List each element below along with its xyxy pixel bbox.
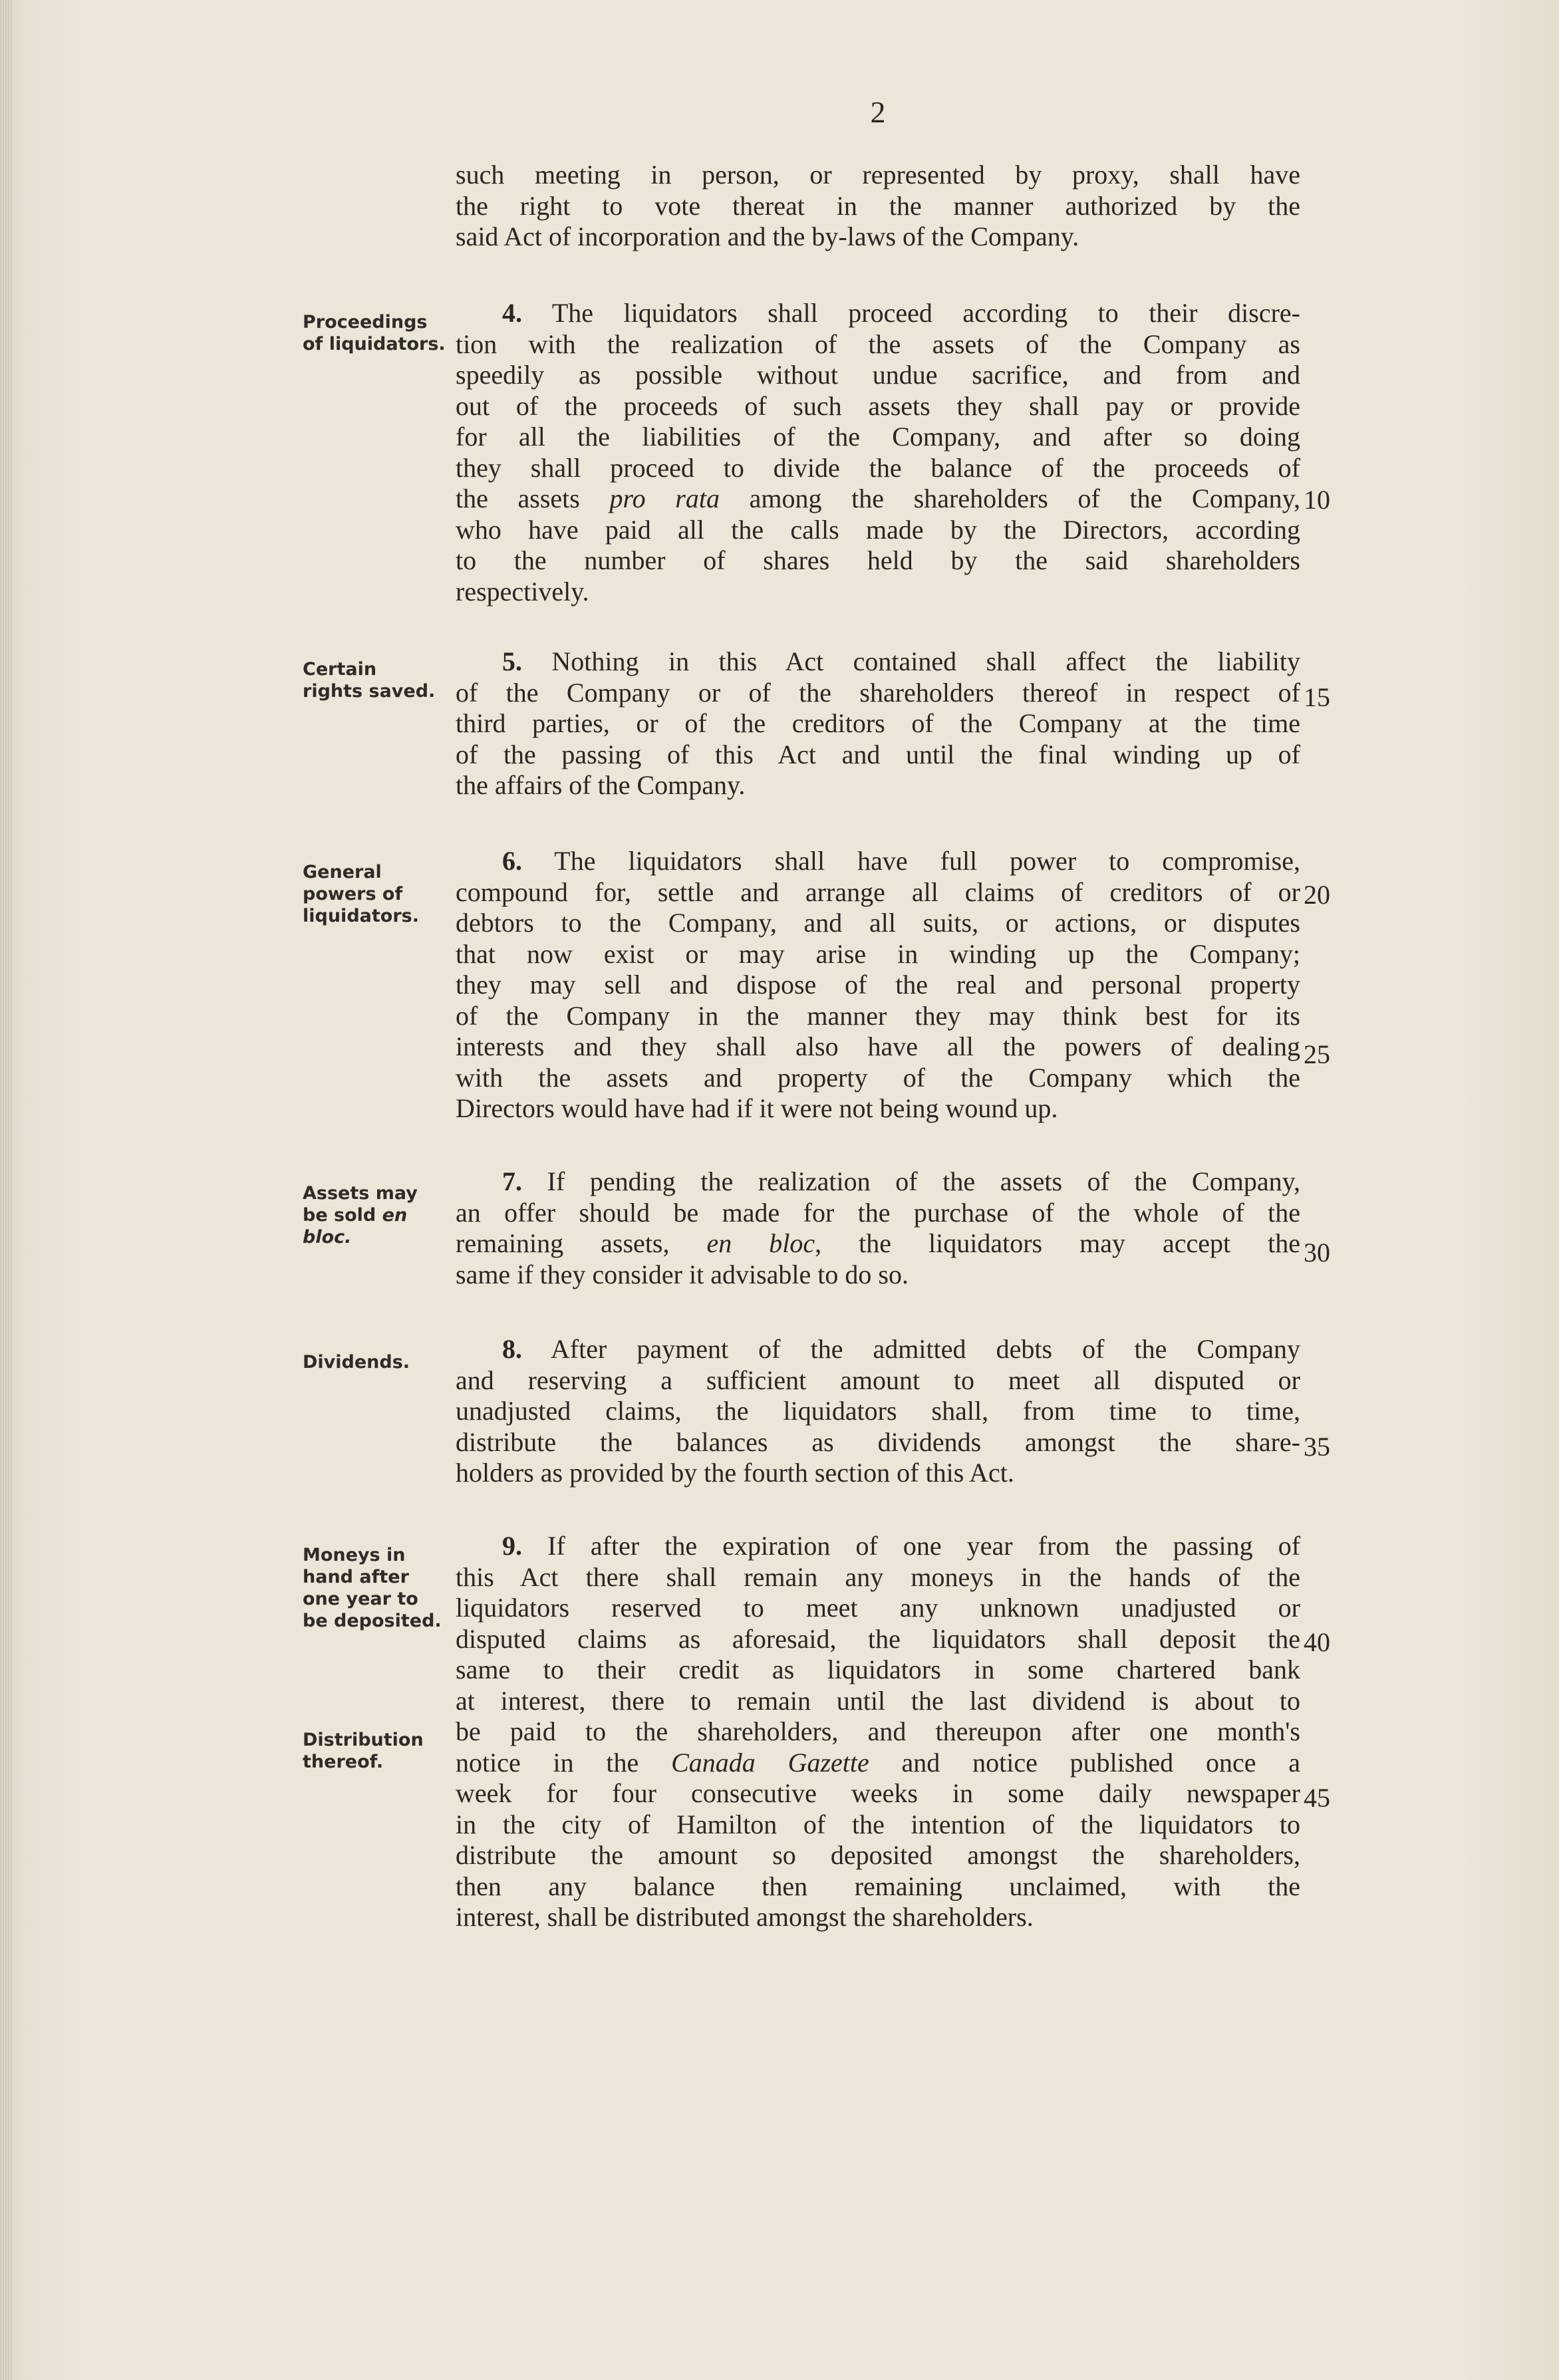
text-line: week for four consecutive weeks in some daily newspaper [456, 1778, 1300, 1808]
text-line: After payment of the admitted debts of the Company [550, 1334, 1301, 1364]
text-line: Directors would have had if it were not being wound up. [456, 1093, 1058, 1123]
marginal-note-line: be sold en [303, 1205, 408, 1226]
section-number: 4. [502, 298, 522, 328]
line-number: 25 [1304, 1039, 1330, 1069]
text-line: interests and they shall also have all the powers of dealing [456, 1031, 1300, 1061]
text-line: debtors to the Company, and all suits, or actions, or disputes [456, 908, 1300, 938]
text-line: at interest, there to remain until the last dividend is about to [456, 1685, 1300, 1716]
marginal-note-distribution [303, 1729, 462, 1773]
page-edge [0, 0, 12, 2380]
section-number: 7. [502, 1166, 522, 1196]
marginal-note-general-powers [303, 861, 462, 927]
text-line: unadjusted claims, the liquidators shall, from time to time, [456, 1396, 1300, 1426]
marginal-note-line: be deposited. [303, 1611, 442, 1631]
text-line: compound for, settle and arrange all claims of creditors of or [456, 876, 1300, 907]
line-number: 35 [1304, 1432, 1330, 1462]
line-number: 40 [1304, 1627, 1330, 1657]
text-line: If pending the realization of the assets of the Company, [547, 1166, 1301, 1196]
marginal-note-line: bloc. [303, 1227, 352, 1248]
text-line: distribute the balances as dividends amongst the share- [456, 1426, 1300, 1457]
text-line: who have paid all the calls made by the Directors, according [456, 514, 1300, 545]
text-line: in the city of Hamilton of the intention of the liquidators to [456, 1809, 1300, 1839]
text-line: that now exist or may arise in winding up the Company; [456, 938, 1300, 969]
marginal-note-line: powers of [303, 884, 403, 904]
text-line: such meeting in person, or represented by proxy, shall have [456, 160, 1300, 190]
text-line: the assets pro rata among the shareholders of the Company, [456, 483, 1300, 513]
text-line: out of the proceeds of such assets they shall pay or provide [456, 390, 1300, 421]
text-line: same if they consider it advisable to do so. [456, 1259, 909, 1289]
continuation-paragraph [456, 160, 1300, 253]
section-7 [456, 1166, 1300, 1290]
page-number: 2 [870, 95, 886, 129]
text-line: said Act of incorporation and the by-laws of the Company. [456, 221, 1079, 251]
text-line: this Act there shall remain any moneys in the hands of the [456, 1561, 1300, 1592]
text-line: an offer should be made for the purchase of the whole of the [456, 1197, 1300, 1228]
text-line: respectively. [456, 576, 589, 606]
text-line: to the number of shares held by the said shareholders [456, 545, 1300, 575]
text-line: If after the expiration of one year from the passing of [547, 1531, 1301, 1561]
line-number: 15 [1304, 682, 1330, 712]
text-line: they may sell and dispose of the real and personal property [456, 970, 1300, 999]
text-line: and reserving a sufficient amount to meet all disputed or [456, 1365, 1300, 1395]
marginal-note-line: of liquidators. [303, 334, 446, 354]
marginal-note-line: liquidators. [303, 906, 419, 926]
marginal-note-line: Distribution [303, 1730, 424, 1750]
section-9 [456, 1531, 1300, 1933]
section-number: 6. [502, 846, 522, 876]
marginal-note-moneys-deposited [303, 1544, 462, 1632]
line-number: 30 [1304, 1238, 1330, 1267]
marginal-note-line: Proceedings [303, 312, 428, 332]
text-line: same to their credit as liquidators in some chartered bank [456, 1654, 1300, 1684]
section-8 [456, 1334, 1300, 1489]
marginal-note-line: one year to [303, 1589, 418, 1609]
text-line: The liquidators shall proceed according to their discre- [551, 298, 1300, 328]
text-line: speedily as possible without undue sacrifice, and from and [456, 360, 1300, 390]
marginal-note-certain-rights [303, 658, 462, 702]
text-line: for all the liabilities of the Company, and after so doing [456, 422, 1300, 452]
text-line: of the passing of this Act and until the final winding up of [456, 739, 1300, 769]
text-line: then any balance then remaining unclaimed, with the [456, 1871, 1300, 1901]
text-line: The liquidators shall have full power to compromise, [554, 846, 1300, 876]
marginal-note-dividends [303, 1351, 462, 1373]
text-line: of the Company or of the shareholders thereof in respect of [456, 677, 1300, 708]
text-line: with the assets and property of the Company which the [456, 1062, 1300, 1093]
marginal-note-assets-en-bloc [303, 1182, 462, 1248]
line-number: 45 [1304, 1783, 1330, 1813]
marginal-note-line: Dividends. [303, 1352, 410, 1373]
marginal-note-line: Certain [303, 659, 377, 680]
text-line: be paid to the shareholders, and thereupon after one month's [456, 1716, 1300, 1746]
section-number: 9. [502, 1531, 522, 1561]
section-5 [456, 646, 1300, 801]
text-line: notice in the Canada Gazette and notice published once a [456, 1747, 1301, 1778]
line-number: 20 [1304, 880, 1330, 910]
text-line: disputed claims as aforesaid, the liquidators shall deposit the [456, 1623, 1300, 1654]
marginal-note-line: thereof. [303, 1752, 384, 1772]
text-line: remaining assets, en bloc, the liquidators may accept the [456, 1228, 1300, 1258]
marginal-note-line: hand after [303, 1567, 409, 1587]
text-line: they shall proceed to divide the balance of the proceeds of [456, 452, 1300, 483]
section-number: 8. [502, 1334, 522, 1364]
text-line: the affairs of the Company. [456, 770, 746, 800]
marginal-note-proceedings [303, 311, 462, 355]
marginal-note-line: General [303, 862, 382, 882]
text-line: interest, shall be distributed amongst the shareholders. [456, 1902, 1034, 1932]
text-line: the right to vote thereat in the manner authorized by the [456, 190, 1300, 221]
text-line: third parties, or of the creditors of the Company at the time [456, 708, 1300, 738]
text-line: tion with the realization of the assets of the Company as [456, 329, 1300, 359]
text-line: distribute the amount so deposited amongst the shareholders, [456, 1840, 1300, 1870]
text-line: Nothing in this Act contained shall affect the liability [551, 646, 1300, 676]
text-line: of the Company in the manner they may think best for its [456, 1000, 1300, 1031]
text-line: liquidators reserved to meet any unknown unadjusted or [456, 1593, 1300, 1623]
marginal-note-line: rights saved. [303, 681, 436, 702]
section-4 [456, 298, 1300, 607]
marginal-note-line: Assets may [303, 1183, 418, 1204]
line-number: 10 [1304, 485, 1330, 515]
section-number: 5. [502, 646, 522, 676]
text-line: holders as provided by the fourth section of this Act. [456, 1458, 1014, 1488]
marginal-note-line: Moneys in [303, 1545, 406, 1565]
section-6 [456, 846, 1300, 1124]
